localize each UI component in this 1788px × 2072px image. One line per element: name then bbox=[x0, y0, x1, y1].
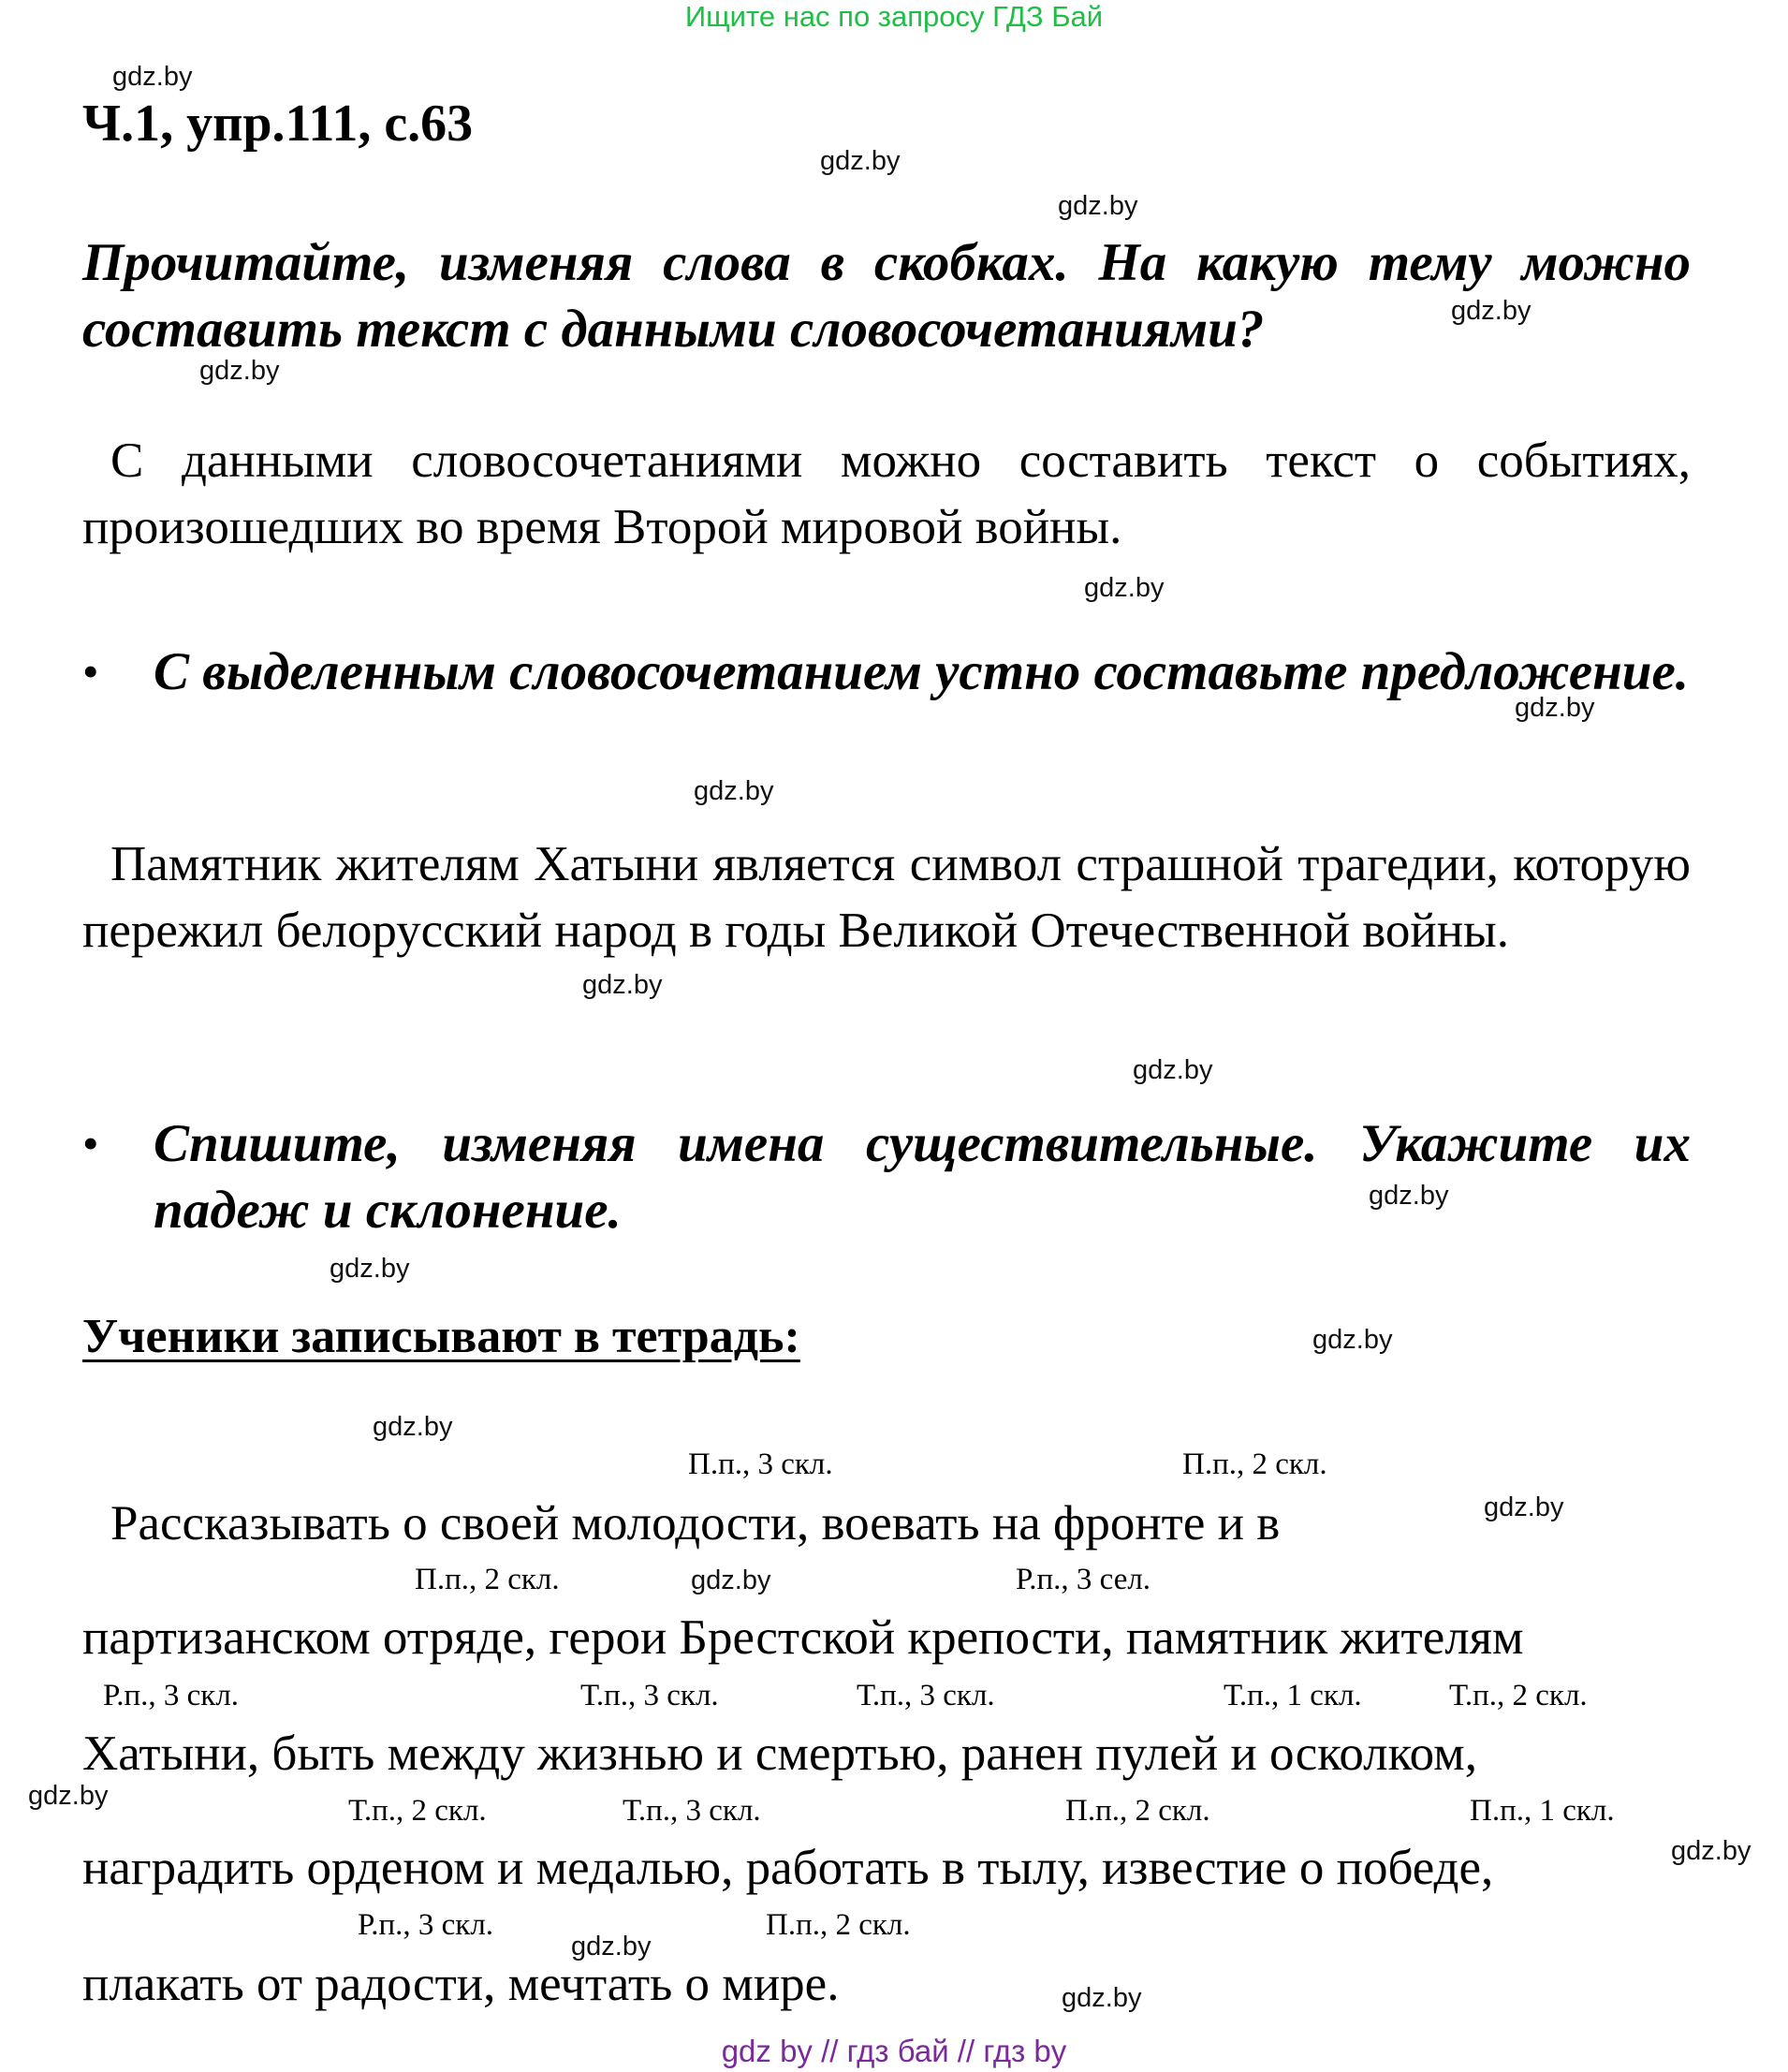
notebook-heading: Ученики записывают в тетрадь: bbox=[82, 1310, 800, 1363]
task-bullet-2: Спишите, изменяя имена существительные. Укажите их падеж и склонение. bbox=[154, 1114, 1691, 1240]
watermark: gdz.by bbox=[199, 356, 280, 386]
watermark: gdz.by bbox=[1515, 693, 1595, 723]
watermark: gdz.by bbox=[112, 62, 193, 92]
answer-1: С данными словосочетаниями можно составить текст о событиях, произошедших во время Второй мировой войны. bbox=[82, 434, 1691, 554]
case-tag: П.п., 1 скл. bbox=[1470, 1794, 1615, 1828]
footer-links: gdz by // гдз бай // гдз by bbox=[721, 2034, 1067, 2068]
watermark: gdz.by bbox=[1484, 1492, 1564, 1522]
exercise-line: плакать от радости, мечтать о мире. bbox=[82, 1957, 840, 2011]
answer-2: Памятник жителям Хатыни является символ страшной трагедии, которую пережил белорусский народ в годы Великой Отечественной войны. bbox=[82, 837, 1691, 958]
watermark: gdz.by bbox=[691, 1565, 771, 1595]
case-tag: Р.п., 3 скл. bbox=[103, 1679, 240, 1712]
case-tag: П.п., 2 скл. bbox=[1182, 1447, 1327, 1481]
case-tag: Т.п., 2 скл. bbox=[1449, 1679, 1588, 1712]
task-bullet-1: С выделенным словосочетанием устно составьте предложение. bbox=[154, 642, 1690, 701]
case-tag: П.п., 3 скл. bbox=[688, 1447, 833, 1481]
watermark: gdz.by bbox=[373, 1412, 453, 1442]
watermark: gdz.by bbox=[1062, 1983, 1142, 2013]
watermark: gdz.by bbox=[28, 1781, 109, 1811]
bullet-marker: • bbox=[82, 1117, 99, 1169]
watermark: gdz.by bbox=[330, 1254, 410, 1284]
case-tag: Т.п., 3 скл. bbox=[580, 1679, 719, 1712]
case-tag: П.п., 2 скл. bbox=[415, 1563, 560, 1596]
case-tag: Т.п., 1 скл. bbox=[1224, 1679, 1362, 1712]
case-tag: Т.п., 3 скл. bbox=[623, 1794, 761, 1828]
case-tag: Р.п., 3 сел. bbox=[1016, 1563, 1151, 1596]
watermark: gdz.by bbox=[582, 970, 663, 1000]
exercise-line: партизанском отряде, герои Брестской крепости, памятник жителям bbox=[82, 1610, 1524, 1665]
case-tag: П.п., 2 скл. bbox=[766, 1908, 911, 1942]
case-tag: П.п., 2 скл. bbox=[1065, 1794, 1210, 1828]
exercise-line: Рассказывать о своей молодости, воевать на фронте и в bbox=[110, 1496, 1281, 1550]
watermark: gdz.by bbox=[1133, 1055, 1213, 1085]
bullet-marker: • bbox=[82, 645, 99, 698]
watermark: gdz.by bbox=[1084, 573, 1165, 603]
watermark: gdz.by bbox=[1451, 296, 1532, 326]
watermark: gdz.by bbox=[571, 1932, 652, 1962]
watermark: gdz.by bbox=[1671, 1836, 1751, 1866]
watermark: gdz.by bbox=[820, 146, 901, 176]
exercise-line: наградить орденом и медалью, работать в тылу, известие о победе, bbox=[82, 1841, 1494, 1895]
case-tag: Р.п., 3 скл. bbox=[358, 1908, 494, 1942]
page-title: Ч.1, упр.111, с.63 bbox=[82, 95, 474, 153]
watermark: gdz.by bbox=[1312, 1325, 1393, 1355]
case-tag: Т.п., 2 скл. bbox=[348, 1794, 487, 1828]
task-instruction: Прочитайте, изменяя слова в скобках. На какую тему можно составить текст с данными словосочетаниями? bbox=[82, 233, 1691, 359]
exercise-line: Хатыни, быть между жизнью и смертью, ранен пулей и осколком, bbox=[82, 1727, 1477, 1781]
watermark: gdz.by bbox=[1369, 1181, 1449, 1211]
search-banner: Ищите нас по запросу ГДЗ Бай bbox=[684, 0, 1104, 33]
watermark: gdz.by bbox=[1058, 191, 1138, 221]
case-tag: Т.п., 3 скл. bbox=[857, 1679, 995, 1712]
watermark: gdz.by bbox=[694, 776, 774, 806]
